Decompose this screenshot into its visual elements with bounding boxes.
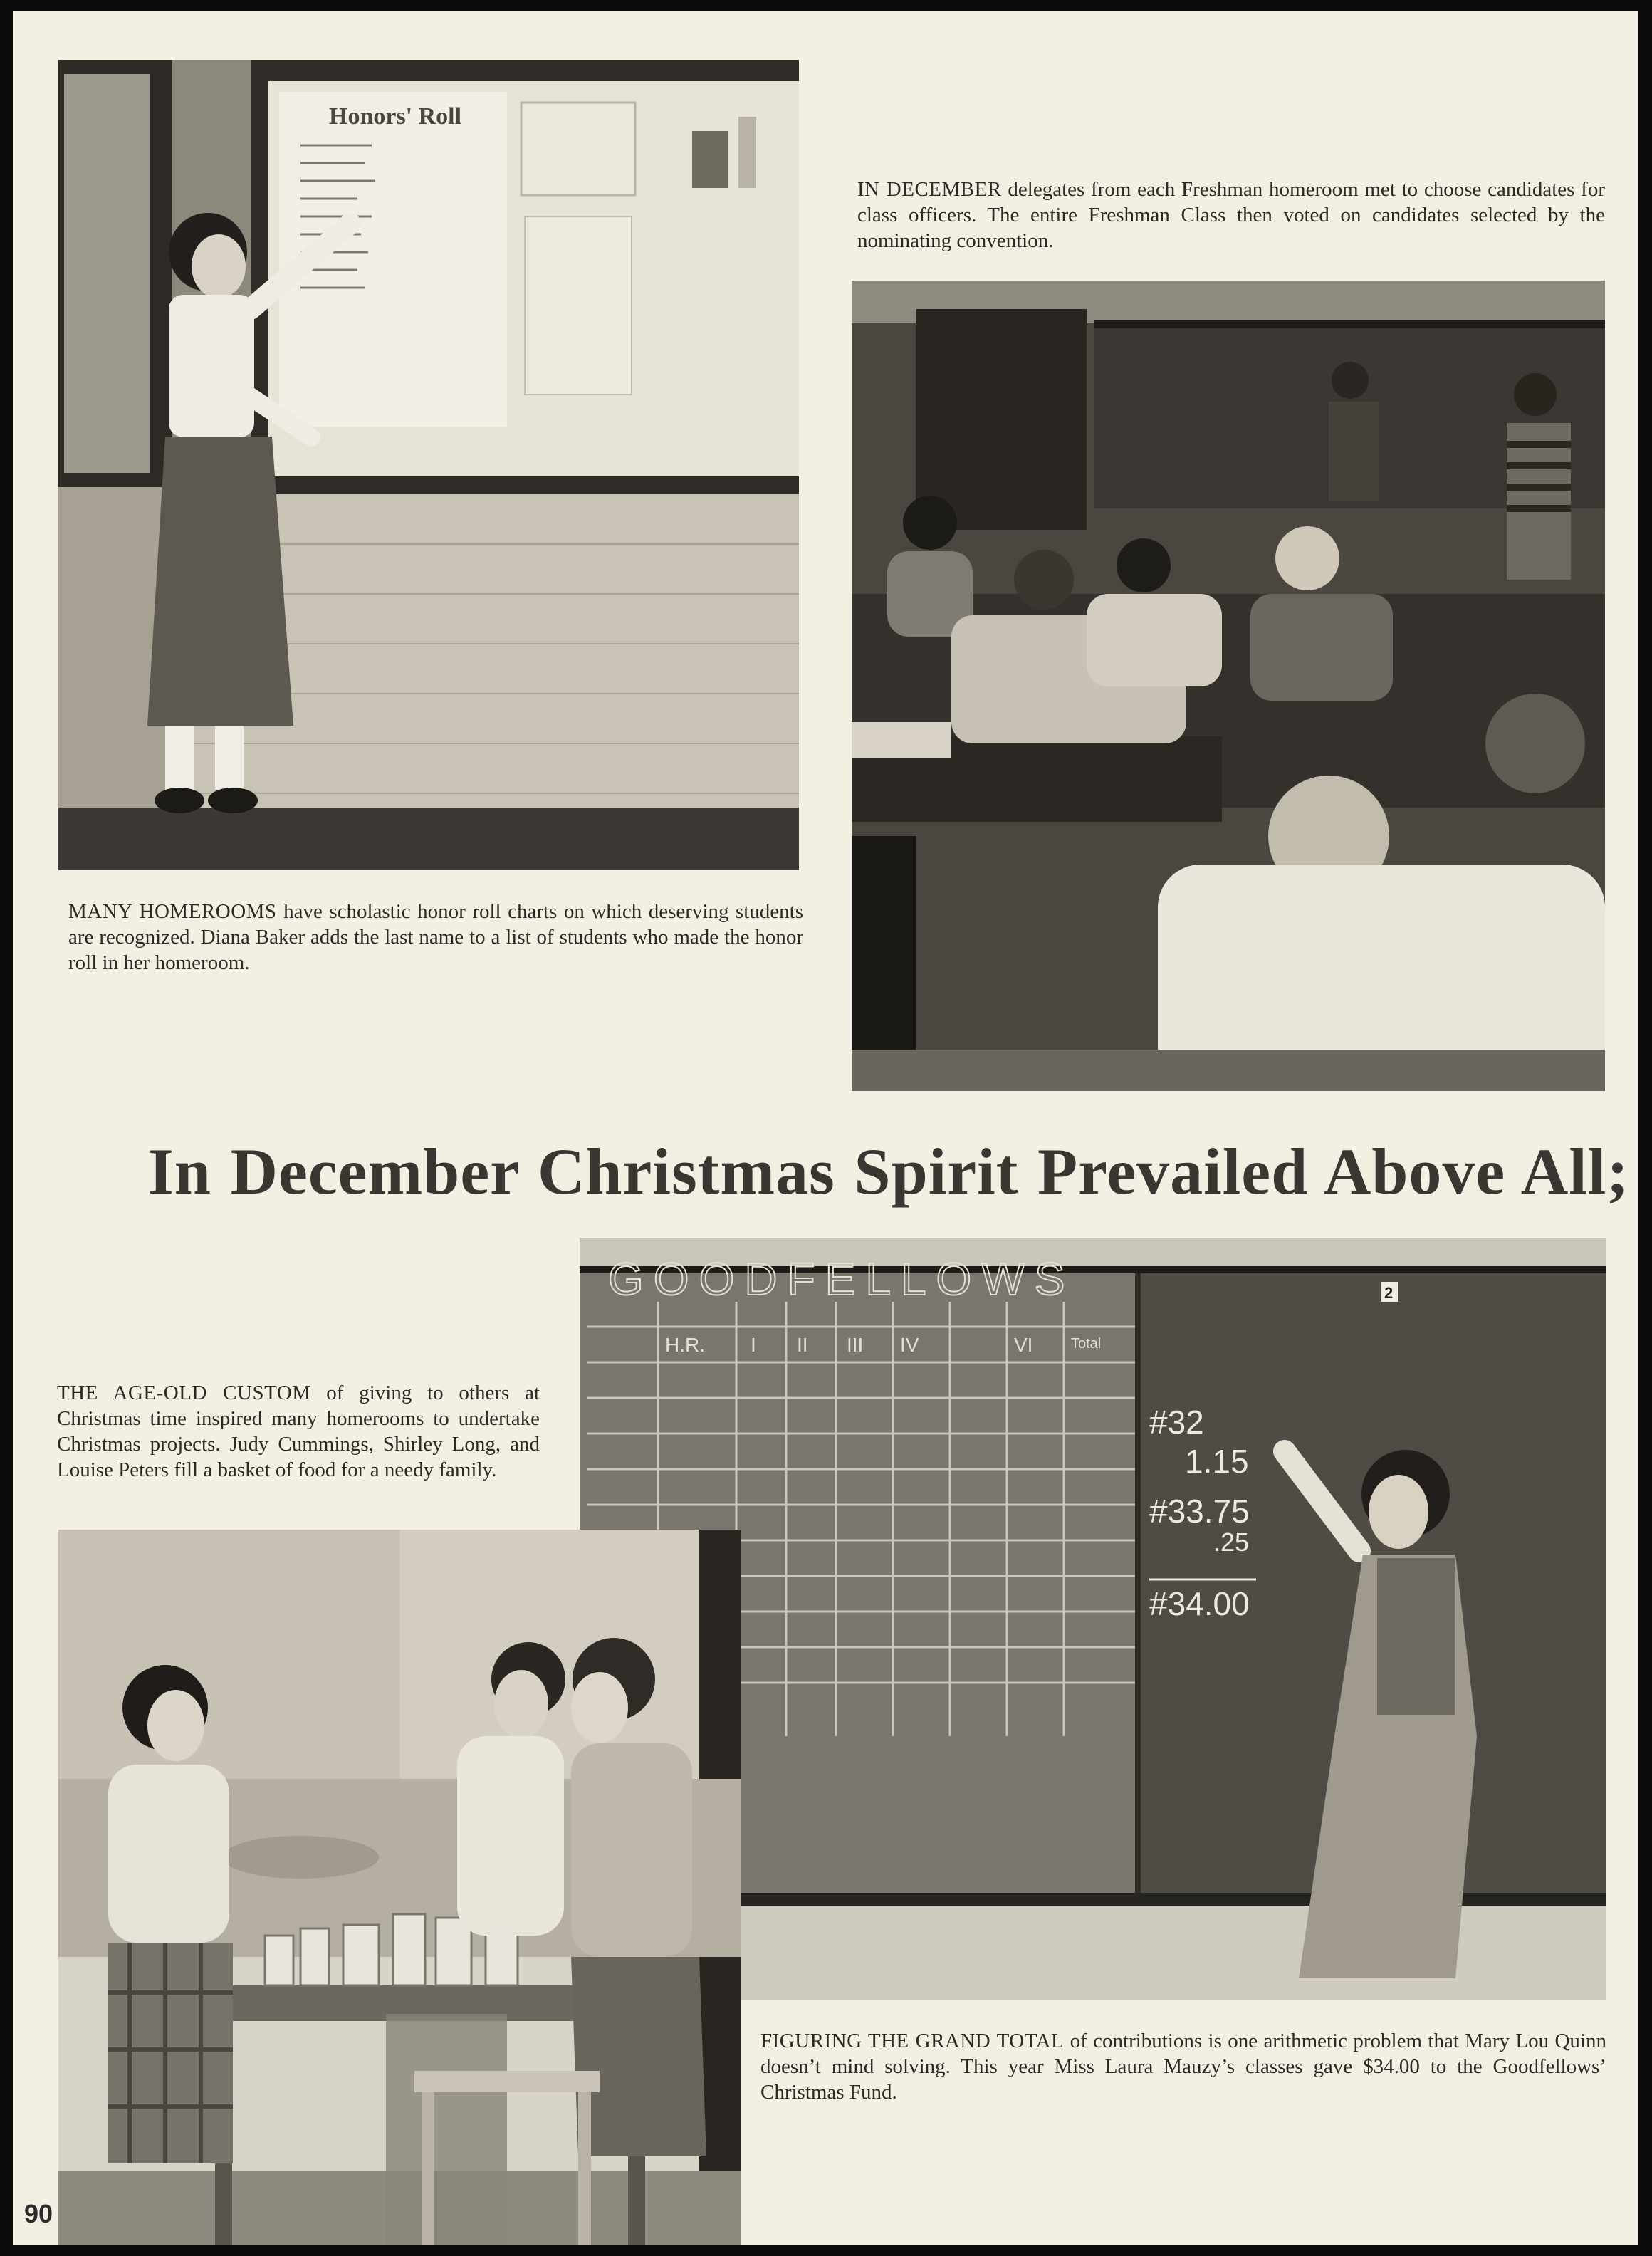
honor-roll-caption-lead: MANY HOMEROOMS	[68, 900, 277, 923]
col-4: IV	[900, 1334, 919, 1356]
goodfellows-title: GOODFELLOWS	[608, 1253, 1075, 1305]
custom-caption-text: of giving to others at Christmas time inspired many homerooms to undertake Christmas projects. Judy Cummings, Shirley Long, and Louise Peters fill a basket of food for a needy family.	[57, 1382, 540, 1481]
classroom-photo	[852, 281, 1605, 1091]
page-number: 90	[24, 2199, 53, 2228]
col-6: VI	[1014, 1334, 1033, 1356]
col-hr: H.R.	[665, 1334, 705, 1356]
yearbook-page	[13, 11, 1638, 2245]
board-number: 2	[1384, 1284, 1394, 1302]
freshman-caption-text: delegates from each Freshman homeroom met to choose candidates for class officers. The entire Freshman Class then voted on candidates selected by the nominating convention.	[857, 178, 1605, 252]
page-headline: In December Christmas Spirit Prevailed Above All;	[148, 1135, 1629, 1208]
sum-line-3: #33.75	[1149, 1493, 1250, 1530]
honor-roll-caption-text: have scholastic honor roll charts on which deserving students are recognized. Diana Baker adds the last name to a list of students who made the honor roll in her homeroom.	[68, 900, 803, 974]
custom-caption-lead: THE AGE-OLD CUSTOM	[57, 1382, 311, 1404]
honor-roll-caption	[68, 899, 803, 976]
sum-line-4: .25	[1213, 1528, 1250, 1557]
custom-caption	[57, 1380, 540, 1483]
col-2: II	[797, 1334, 808, 1356]
sum-line-2: 1.15	[1185, 1443, 1249, 1480]
sum-line-5: #34.00	[1149, 1585, 1250, 1622]
col-3: III	[847, 1334, 864, 1356]
honor-roll-board-title: Honors' Roll	[329, 103, 462, 130]
freshman-caption	[857, 177, 1605, 254]
grand-total-caption-text: of contributions is one arithmetic problem that Mary Lou Quinn doesn’t mind solving. This year Miss Laura Mauzy’s classes gave $34.00 to the Goodfellows’ Christmas Fund.	[760, 2030, 1606, 2104]
sum-line-1: #32	[1149, 1404, 1204, 1441]
col-total: Total	[1071, 1336, 1102, 1352]
grand-total-caption-lead: FIGURING THE GRAND TOTAL	[760, 2030, 1065, 2052]
freshman-caption-lead: IN DECEMBER	[857, 178, 1002, 201]
grand-total-caption	[760, 2028, 1606, 2105]
food-basket-photo	[58, 1530, 741, 2245]
honor-roll-photo	[58, 60, 799, 870]
col-1: I	[751, 1334, 756, 1356]
